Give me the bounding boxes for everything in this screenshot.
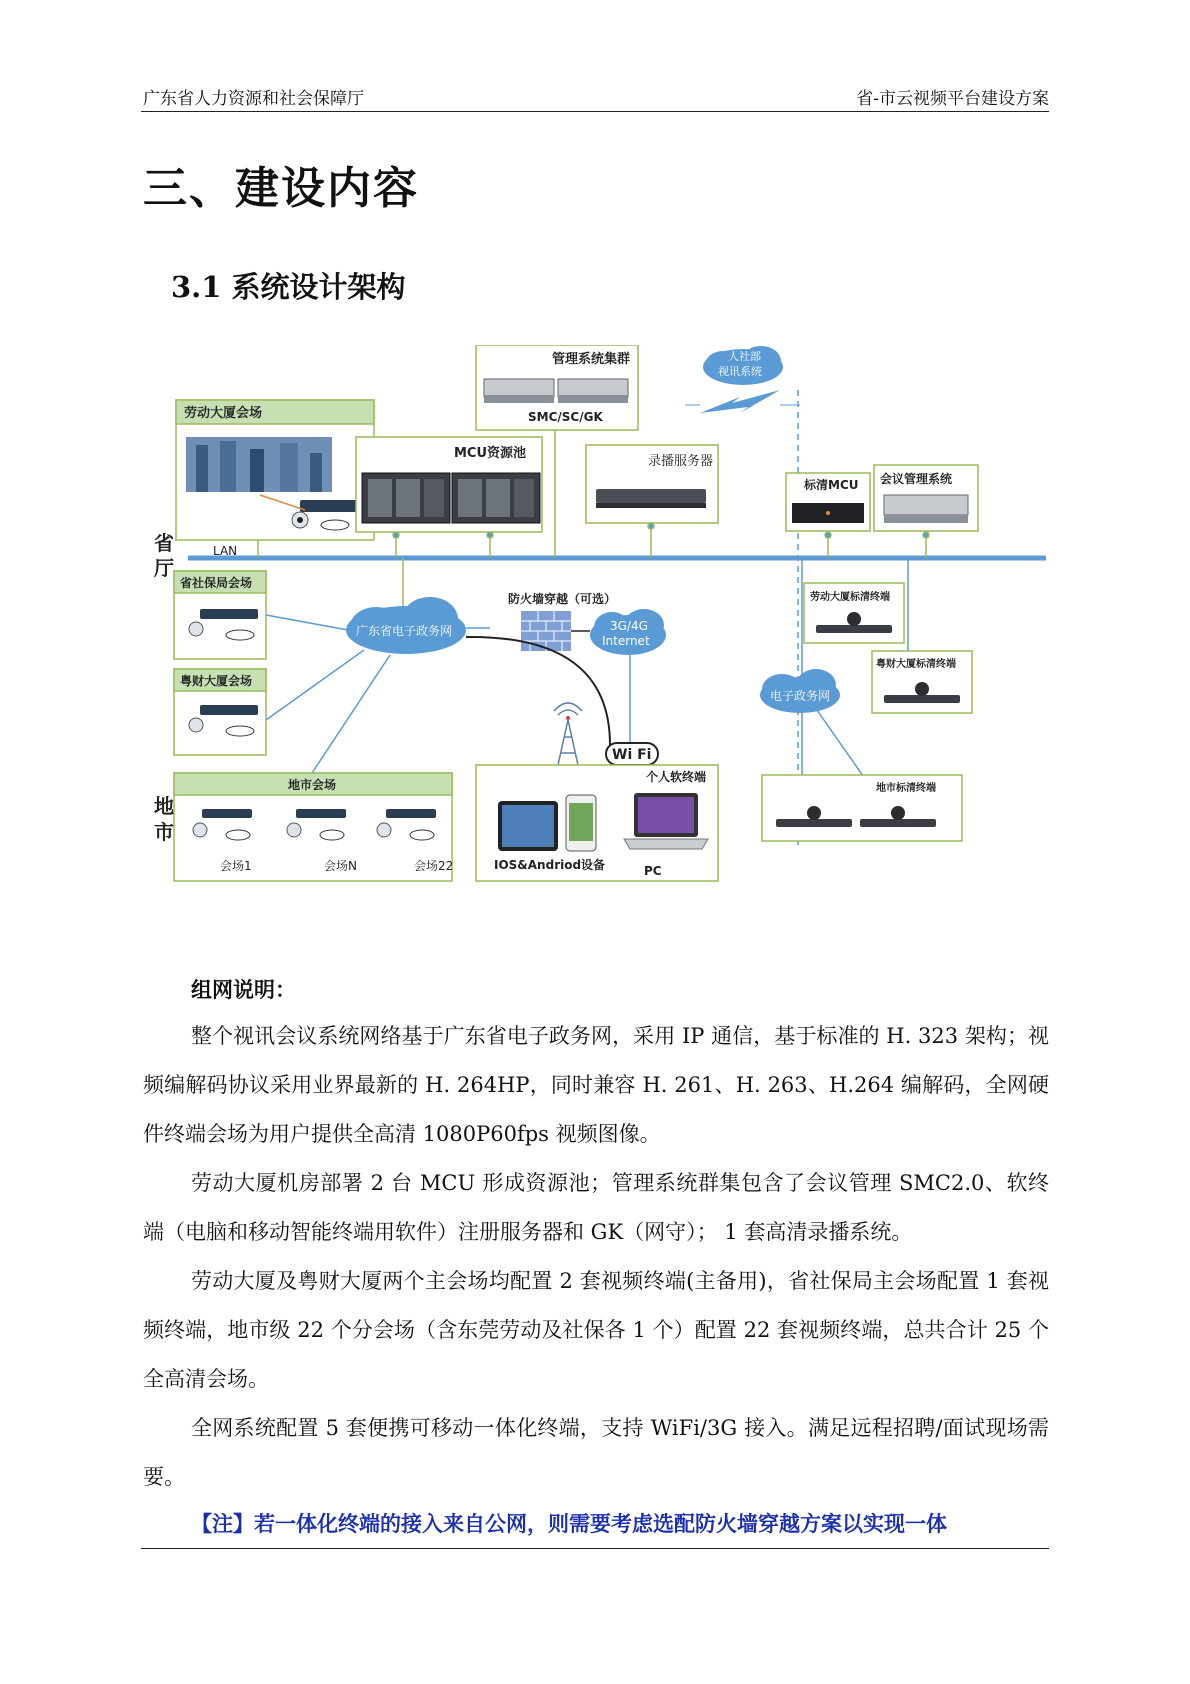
- antenna-icon: [554, 703, 582, 765]
- internet-cloud: [571, 609, 666, 743]
- prov-label-1: 省: [154, 531, 174, 555]
- paragraph: 劳动大厦机房部署 2 台 MCU 形成资源池；管理系统群集包含了会议管理 SMC2.0、软终端（电脑和移动智能终端用软件）注册服务器和 GK（网守）； 1 套高清录播系统。: [143, 1171, 1049, 1244]
- yuecai-sd-label: 粤财大厦标清终端: [876, 659, 956, 670]
- sd-mcu-box: [786, 473, 870, 531]
- city-venue-label: 地市会场: [288, 778, 337, 792]
- smc-label: SMC/SC/GK: [528, 410, 603, 424]
- wifi-label: Wi Fi: [612, 747, 652, 763]
- network-diagram: [140, 345, 1050, 945]
- hr-ministry-label-2: 视讯系统: [718, 365, 762, 378]
- net-label-2: Internet: [602, 634, 650, 648]
- yuecai-label: 粤财大厦会场: [180, 674, 253, 688]
- header-left: 广东省人力资源和社会保障厅: [143, 89, 364, 109]
- hr-ministry-label-1: 人社部: [728, 350, 761, 363]
- prov-label-2: 厅: [154, 556, 174, 580]
- wifi-icon: [606, 743, 658, 765]
- subheading: 组网说明：: [191, 977, 296, 1002]
- labor-building-label: 劳动大厦会场: [184, 406, 263, 421]
- recording-box: [586, 445, 718, 523]
- conf-mgmt-label: 会议管理系统: [880, 472, 953, 486]
- lightning-icon: [700, 390, 780, 413]
- net-label-1: 3G/4G: [610, 619, 648, 633]
- paragraph: 全网系统配置 5 套便携可移动一体化终端，支持 WiFi/3G 接入。满足远程招聘/面试现场需要。: [143, 1416, 1049, 1489]
- sd-mcu-label: 标清MCU: [804, 478, 859, 492]
- ios-label: IOS&Andriod设备: [494, 858, 606, 872]
- hr-ministry-cloud: [685, 346, 800, 413]
- paragraph: 整个视讯会议系统网络基于广东省电子政务网，采用 IP 通信，基于标准的 H. 323 架构；视频编解码协议采用业界最新的 H. 264HP，同时兼容 H. 261、H. 263、H.264 编解码，全网硬件终端会场为用户提供全高清 1080P60fps 视频图像。: [143, 1024, 1049, 1146]
- recording-label: 录播服务器: [648, 454, 714, 469]
- personal-soft-box: [476, 765, 718, 881]
- city-venue-box: [174, 773, 453, 881]
- page-title: 三、建设内容: [143, 163, 419, 214]
- egov-gd-label: 广东省电子政务网: [356, 624, 453, 638]
- yuecai-sd-box: [872, 651, 972, 713]
- footer-rule: [141, 1548, 1049, 1549]
- egov-label: 电子政务网: [770, 689, 831, 703]
- header-rule: [141, 111, 1049, 112]
- mgmt-cluster-label: 管理系统集群: [552, 352, 631, 367]
- venue22-label: 会场22: [414, 859, 454, 873]
- venueN-label: 会场N: [324, 859, 357, 873]
- body-text: [143, 1012, 1049, 1502]
- header-right: 省-市云视频平台建设方案: [856, 89, 1049, 109]
- firewall-label: 防火墙穿越（可选）: [508, 592, 617, 606]
- pc-label: PC: [644, 864, 662, 878]
- lan-label: LAN: [213, 544, 238, 558]
- mcu-pool-label: MCU资源池: [454, 446, 527, 461]
- conf-mgmt-box: [874, 465, 978, 531]
- note: 【注】若一体化终端的接入来自公网，则需要考虑选配防火墙穿越方案以实现一体: [191, 1511, 947, 1536]
- labor-building-box: [176, 400, 374, 540]
- venue1-label: 会场1: [220, 859, 252, 873]
- mgmt-cluster-box: [476, 345, 638, 430]
- provincial-ss-label: 省社保局会场: [180, 576, 253, 590]
- section-heading: 3.1 系统设计架构: [171, 270, 406, 304]
- egov-cloud: [760, 669, 840, 713]
- city-sd-label: 地市标清终端: [876, 783, 936, 794]
- city-sd-box: [762, 775, 962, 841]
- provincial-ss-box: [174, 571, 266, 659]
- personal-soft-label: 个人软终端: [646, 770, 707, 784]
- city-label-2: 市: [154, 820, 174, 844]
- labor-sd-box: [804, 583, 904, 643]
- labor-sd-label: 劳动大厦标清终端: [810, 592, 890, 603]
- egov-gd-cloud: [346, 597, 466, 654]
- mcu-pool-box: [356, 437, 542, 532]
- yuecai-box: [174, 669, 266, 755]
- city-label-1: 地: [154, 794, 174, 818]
- paragraph: 劳动大厦及粤财大厦两个主会场均配置 2 套视频终端(主备用)，省社保局主会场配置 1 套视频终端，地市级 22 个分会场（含东莞劳动及社保各 1 个）配置 22 套视频终端，总共合计 25 个全高清会场。: [143, 1269, 1049, 1391]
